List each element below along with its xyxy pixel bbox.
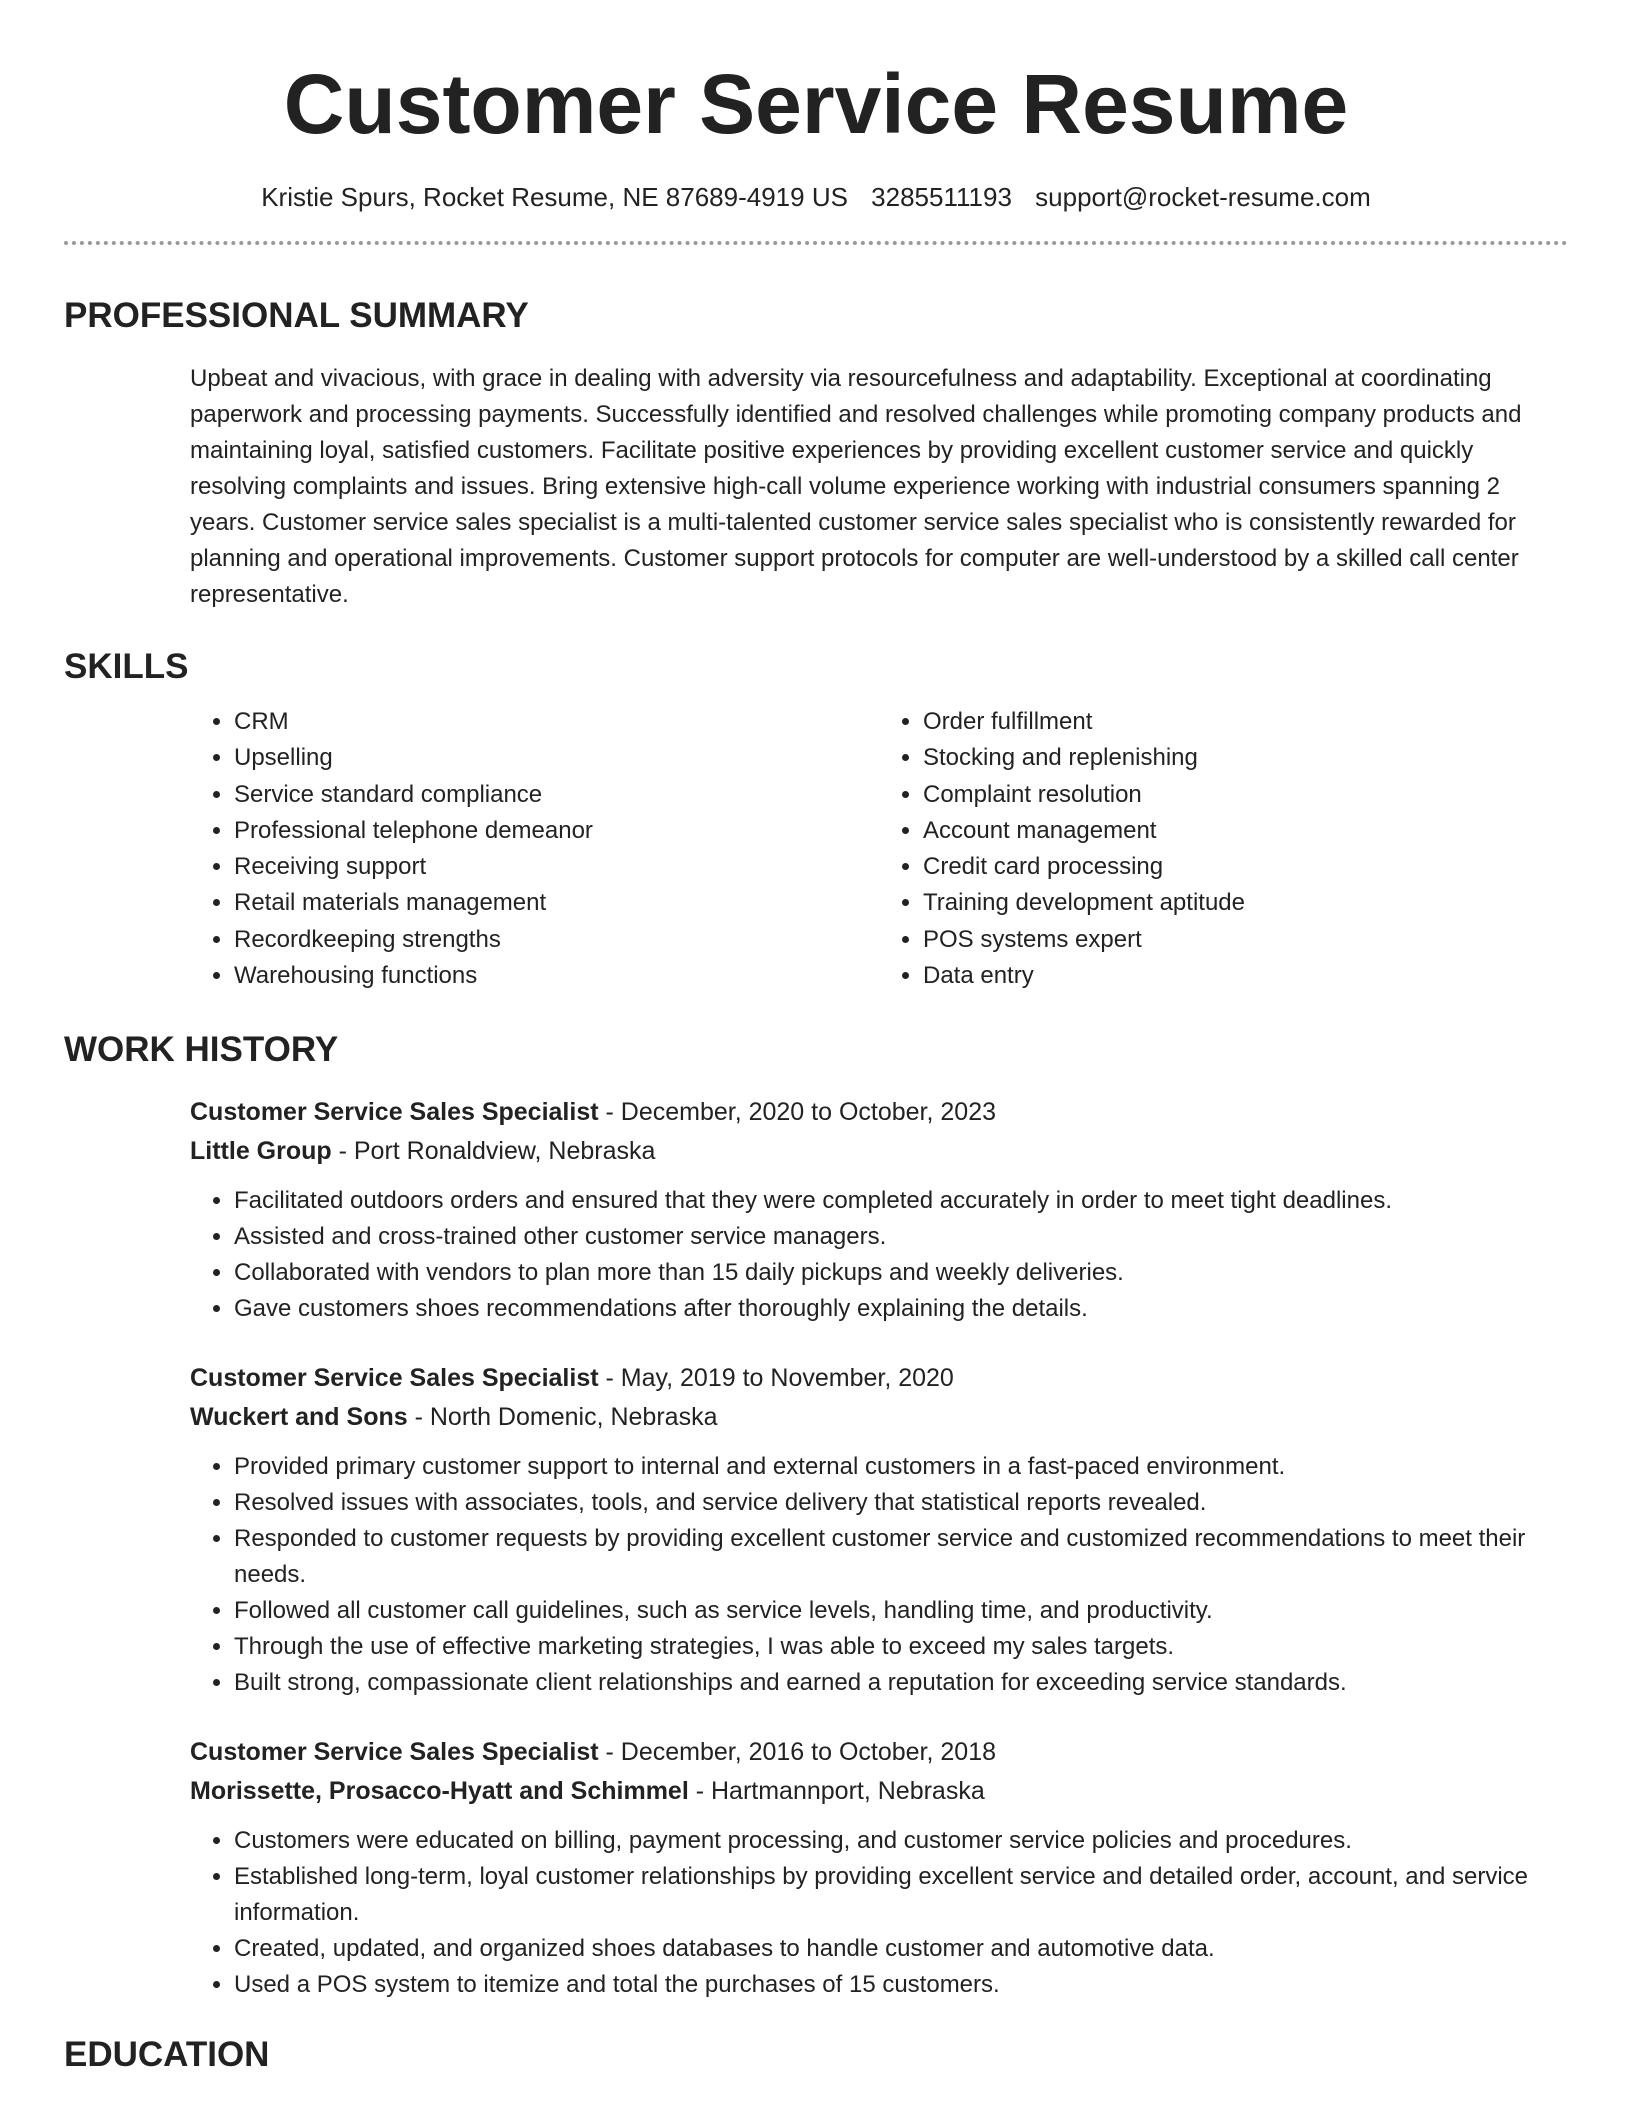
job-title: Customer Service Sales Specialist <box>190 1364 599 1393</box>
skill-item: • Service standard compliance <box>234 777 879 813</box>
skills-heading: SKILLS <box>64 647 189 686</box>
summary-heading: PROFESSIONAL SUMMARY <box>64 296 529 335</box>
skill-item: • Credit card processing <box>923 849 1568 885</box>
contact-line <box>64 182 1568 213</box>
job-bullet: • Created, updated, and organized shoes databases to handle customer and automotive data. <box>234 1931 1568 1967</box>
job-bullet: • Customers were educated on billing, payment processing, and customer service policies and procedures. <box>234 1823 1568 1859</box>
job-company: Wuckert and Sons <box>190 1403 408 1432</box>
job-title: Customer Service Sales Specialist <box>190 1738 599 1767</box>
job-dates: - December, 2020 to October, 2023 <box>598 1098 997 1127</box>
job-title: Customer Service Sales Specialist <box>190 1098 599 1127</box>
skill-item: • Account management <box>923 813 1568 849</box>
skills-list <box>190 704 1568 994</box>
skill-item: • Warehousing functions <box>234 958 879 994</box>
job-title-line <box>190 1093 1568 1132</box>
contact-phone: 3285511193 <box>871 182 1012 212</box>
header-divider <box>64 241 1568 245</box>
skill-item: • Receiving support <box>234 849 879 885</box>
job-company-line <box>190 1398 1568 1437</box>
job-bullet: • Resolved issues with associates, tools, and service delivery that statistical reports revealed. <box>234 1485 1568 1521</box>
skill-item: • Training development aptitude <box>923 885 1568 921</box>
job-title-line <box>190 1359 1568 1398</box>
skill-item: • Retail materials management <box>234 885 879 921</box>
job-bullet: • Responded to customer requests by providing excellent customer service and customized recommendations to meet their needs. <box>234 1521 1568 1593</box>
job-bullet: • Provided primary customer support to internal and external customers in a fast-paced environment. <box>234 1449 1568 1485</box>
skill-item: • Order fulfillment <box>923 704 1568 740</box>
job-bullets <box>190 1183 1568 1327</box>
job-bullet: • Used a POS system to itemize and total the purchases of 15 customers. <box>234 1967 1568 2003</box>
skill-item: • Complaint resolution <box>923 777 1568 813</box>
job-bullet: • Through the use of effective marketing strategies, I was able to exceed my sales targets. <box>234 1629 1568 1665</box>
job-bullet: • Facilitated outdoors orders and ensured that they were completed accurately in order to meet tight deadlines. <box>234 1183 1568 1219</box>
summary-text: Upbeat and vivacious, with grace in dealing with adversity via resourcefulness and adaptability. Exceptional at coordinating paperwork and processing payments. Successfully identified and resolved challenges while promoting company products and maintaining loyal, satisfied customers. Facilitate positive experiences by providing excellent customer service and quickly resolving complaints and issues. Bring extensive high-call volume experience working with industrial consumers spanning 2 years. Customer service sales specialist is a multi-talented customer service sales specialist who is consistently rewarded for planning and operational improvements. Customer support protocols for computer are well-understood by a skilled call center representative. <box>190 365 1522 608</box>
job-location: - Port Ronaldview, Nebraska <box>331 1137 656 1166</box>
resume-title: Customer Service Resume <box>283 57 1349 151</box>
skill-item: • POS systems expert <box>923 922 1568 958</box>
skill-item: • Upselling <box>234 740 879 776</box>
skills-column-right <box>879 704 1568 994</box>
contact-email: support@rocket-resume.com <box>1035 182 1371 212</box>
skill-item: • Professional telephone demeanor <box>234 813 879 849</box>
work-heading: WORK HISTORY <box>64 1030 339 1070</box>
job-bullet: • Gave customers shoes recommendations after thoroughly explaining the details. <box>234 1291 1568 1327</box>
job-bullet: • Established long-term, loyal customer relationships by providing excellent service and detailed order, account, and service information. <box>234 1859 1568 1931</box>
job-title-line <box>190 1733 1568 1772</box>
job-location: - Hartmannport, Nebraska <box>688 1777 985 1806</box>
skill-item: • CRM <box>234 704 879 740</box>
education-heading: EDUCATION <box>64 2035 270 2075</box>
contact-address: Kristie Spurs, Rocket Resume, NE 87689-4919 US <box>261 182 848 212</box>
job-bullet: • Followed all customer call guidelines, such as service levels, handling time, and productivity. <box>234 1593 1568 1629</box>
job-dates: - May, 2019 to November, 2020 <box>598 1364 954 1393</box>
job-dates: - December, 2016 to October, 2018 <box>598 1738 997 1767</box>
skill-item: • Recordkeeping strengths <box>234 922 879 958</box>
job-company: Little Group <box>190 1137 332 1166</box>
job-company-line <box>190 1132 1568 1171</box>
skills-column-left <box>190 704 879 994</box>
job-bullet: • Assisted and cross-trained other customer service managers. <box>234 1219 1568 1255</box>
job-bullet: • Built strong, compassionate client relationships and earned a reputation for exceeding service standards. <box>234 1665 1568 1701</box>
job-entry <box>190 1093 1568 1327</box>
job-company: Morissette, Prosacco-Hyatt and Schimmel <box>190 1777 689 1806</box>
job-company-line <box>190 1772 1568 1811</box>
skill-item: • Stocking and replenishing <box>923 740 1568 776</box>
job-location: - North Domenic, Nebraska <box>407 1403 718 1432</box>
job-entry <box>190 1733 1568 2003</box>
job-entry <box>190 1359 1568 1701</box>
job-bullet: • Collaborated with vendors to plan more than 15 daily pickups and weekly deliveries. <box>234 1255 1568 1291</box>
job-bullets <box>190 1823 1568 2003</box>
job-bullets <box>190 1449 1568 1701</box>
skill-item: • Data entry <box>923 958 1568 994</box>
